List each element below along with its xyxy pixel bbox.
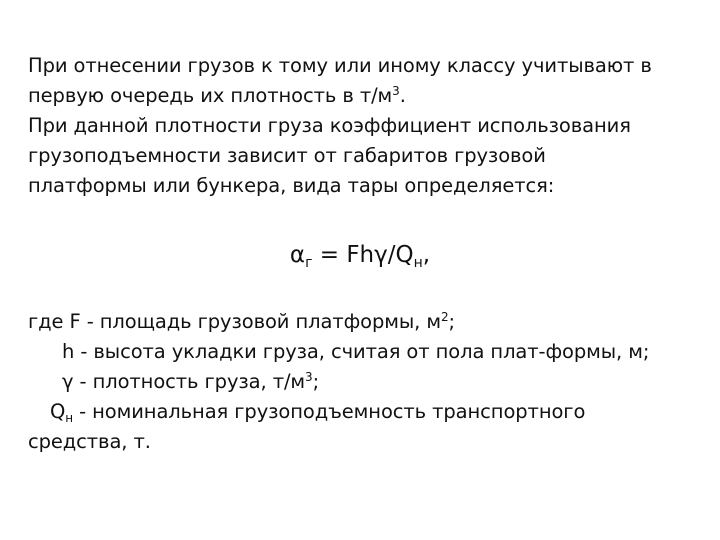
intro-line-2-end: . — [399, 84, 406, 107]
intro-line-2-text: первую очередь их плотность в т/м — [28, 84, 393, 107]
intro-line-4: грузоподъемности зависит от габаритов грузовой — [28, 144, 546, 167]
definition-f-end: ; — [448, 310, 456, 333]
definitions — [28, 307, 718, 457]
definition-f — [28, 307, 718, 337]
definition-gamma-text: γ - плотность груза, т/м — [62, 370, 306, 393]
cubic-superscript: 3 — [305, 370, 313, 384]
formula-tail: , — [422, 242, 431, 268]
formula-alpha: α — [289, 242, 306, 268]
formula-q-subscript: н — [413, 255, 423, 271]
definition-q — [28, 397, 718, 427]
formula — [0, 238, 720, 272]
intro-line-2 — [28, 81, 708, 111]
definition-q-subscript: н — [65, 411, 73, 425]
definition-q-continued: средства, т. — [28, 430, 151, 453]
formula-alpha-subscript: г — [305, 255, 313, 271]
definition-q-text: - номинальная грузоподъемность транспортного — [73, 400, 586, 423]
definition-f-text: где F - площадь грузовой платформы, м — [28, 310, 441, 333]
definition-q-symbol: Q — [50, 400, 66, 423]
cubic-superscript: 3 — [392, 84, 400, 98]
formula-middle: = Fhγ/Q — [312, 242, 414, 268]
intro-line-3: При данной плотности груза коэффициент использования — [28, 114, 631, 137]
intro-line-1: При отнесении грузов к тому или иному классу учитывают в — [28, 54, 652, 77]
intro-line-5: платформы или бункера, вида тары определяется: — [28, 174, 555, 197]
definition-gamma-end: ; — [312, 370, 320, 393]
intro-paragraph — [28, 51, 708, 201]
definition-h: h - высота укладки груза, считая от пола плат-формы, м; — [62, 340, 650, 363]
square-superscript: 2 — [440, 310, 449, 324]
definition-gamma — [28, 367, 718, 397]
